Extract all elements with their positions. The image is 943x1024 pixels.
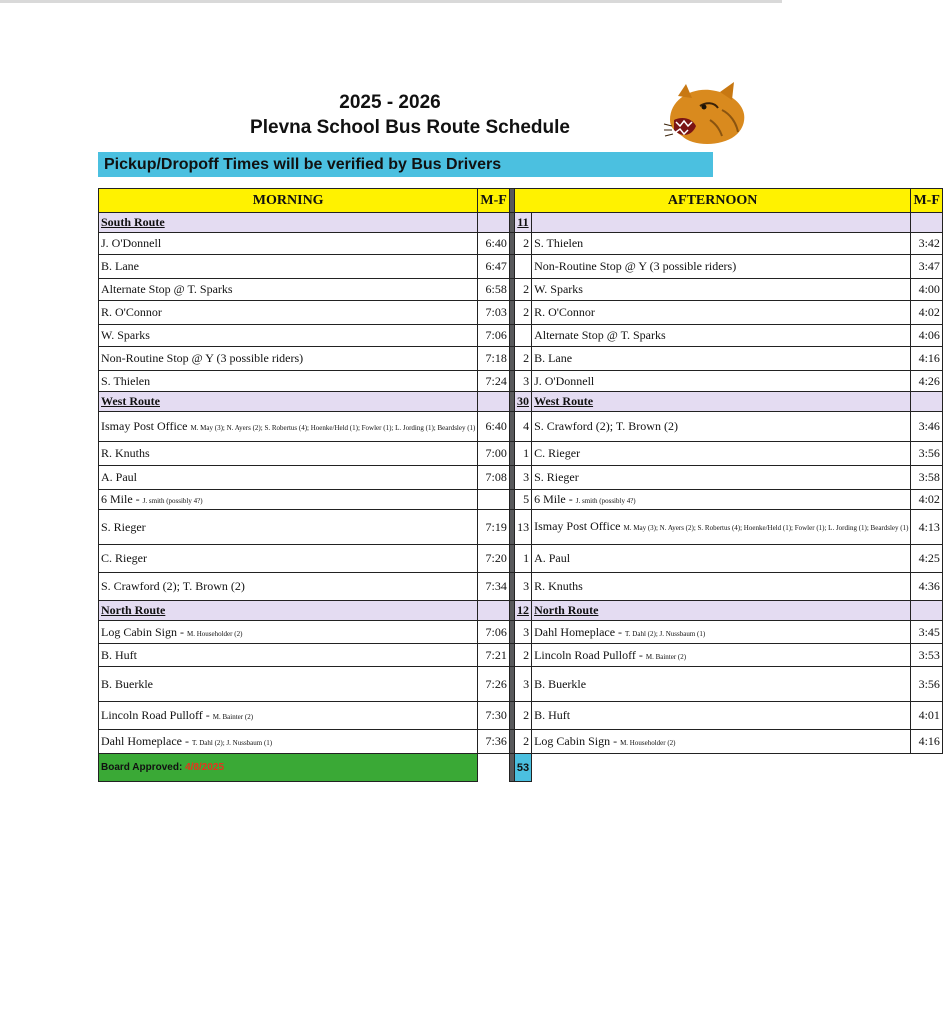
morning-stop [99,347,478,371]
afternoon-time: 4:16 [911,730,942,754]
afternoon-stop [532,347,911,371]
stop-name: S. Rieger [101,519,146,534]
afternoon-rider-count: 3 [514,621,531,644]
afternoon-stop [532,371,911,392]
stop-row [99,301,943,325]
stop-name: C. Rieger [101,551,147,565]
morning-time: 6:40 [478,412,509,442]
route-rider-count: 11 [514,213,531,233]
route-afternoon-time-blank [911,601,942,621]
stop-name: Log Cabin Sign - [101,624,184,639]
morning-stop [99,644,478,667]
schedule-year: 2025 - 2026 [339,92,441,113]
morning-stop [99,466,478,490]
afternoon-stop [532,466,911,490]
stop-row [99,255,943,279]
stop-riders-note: J. smith (possibly 4?) [575,497,636,505]
stop-riders-note: M. Householder (2) [187,629,243,638]
stop-row [99,412,943,442]
stop-riders-note: M. Bainter (2) [212,713,254,721]
morning-stop [99,301,478,325]
afternoon-rider-count: 3 [514,667,531,702]
route-name: West Route [99,392,478,412]
stop-name: B. Buerkle [101,676,153,691]
stop-riders-note: J. smith (possibly 4?) [142,497,203,505]
stop-name: Non-Routine Stop @ Y (3 possible riders) [534,259,737,273]
afternoon-time: 3:56 [911,667,942,702]
bus-route-table [98,188,943,782]
route-morning-time-blank [478,601,509,621]
stop-riders-note: T. Dahl (2); J. Nussbaum (1) [191,739,273,747]
afternoon-rider-count: 5 [514,490,531,510]
morning-time: 7:34 [478,573,509,601]
morning-time: 7:06 [478,621,509,644]
afternoon-stop [532,702,911,730]
afternoon-time: 3:42 [911,233,942,255]
route-afternoon-name [532,213,911,233]
morning-days-header: M-F [478,189,509,213]
afternoon-time: 4:06 [911,325,942,347]
stop-name: S. Thielen [534,236,584,250]
afternoon-stop [532,667,911,702]
stop-name: Non-Routine Stop @ Y (3 possible riders) [101,351,304,365]
morning-stop [99,371,478,392]
stop-row [99,545,943,573]
route-morning-time-blank [478,213,509,233]
footer-row [99,754,943,782]
route-name: North Route [99,601,478,621]
afternoon-rider-count: 2 [514,730,531,754]
afternoon-rider-count: 2 [514,347,531,371]
footer-blank [478,754,509,782]
afternoon-stop [532,279,911,301]
afternoon-time: 3:47 [911,255,942,279]
stop-name: Log Cabin Sign - [534,734,618,748]
afternoon-rider-count: 3 [514,466,531,490]
stop-name: Lincoln Road Pulloff - [101,708,210,722]
stop-row [99,442,943,466]
morning-stop [99,510,478,545]
board-approval [99,754,478,782]
stop-riders-note: T. Dahl (2); J. Nussbaum (1) [625,629,706,638]
afternoon-rider-count: 13 [514,510,531,545]
stop-name: S. Crawford (2); T. Brown (2) [534,419,678,433]
stop-name: S. Rieger [534,470,579,484]
stop-riders-note: M. Bainter (2) [645,652,687,661]
stop-name: W. Sparks [534,282,583,296]
stop-name: Ismay Post Office [534,519,621,534]
afternoon-stop [532,301,911,325]
afternoon-time: 4:16 [911,347,942,371]
schedule-title: Plevna School Bus Route Schedule [250,117,570,138]
morning-stop [99,442,478,466]
morning-time: 6:40 [478,233,509,255]
route-rider-count: 12 [514,601,531,621]
stop-name: B. Huft [534,708,571,722]
afternoon-stop [532,621,911,644]
morning-stop [99,255,478,279]
stop-name: B. Buerkle [534,676,587,691]
afternoon-time: 3:56 [911,442,942,466]
route-afternoon-name: West Route [532,392,911,412]
route-afternoon-time-blank [911,392,942,412]
morning-stop [99,233,478,255]
afternoon-time: 4:02 [911,301,942,325]
stop-name: W. Sparks [101,328,150,342]
morning-time: 7:26 [478,667,509,702]
stop-row [99,279,943,301]
route-header-row [99,392,943,412]
stop-riders-note: M. May (3); N. Ayers (2); S. Robertus (4); Hoenke/Held (1); Fowler (1); L. Jording (1); Beardsley (1) [623,524,909,533]
afternoon-rider-count: 2 [514,301,531,325]
stop-name: 6 Mile - [534,492,573,506]
afternoon-rider-count [514,255,531,279]
afternoon-time: 4:00 [911,279,942,301]
morning-time: 7:36 [478,730,509,754]
stop-name: 6 Mile - [101,492,140,506]
stop-name: B. Lane [534,351,573,365]
morning-stop [99,667,478,702]
morning-time: 7:03 [478,301,509,325]
afternoon-rider-count: 2 [514,644,531,667]
stop-name: C. Rieger [534,446,581,460]
cougar-mascot-logo-icon [660,80,750,150]
stop-row [99,325,943,347]
stop-name: J. O'Donnell [534,373,595,388]
morning-time [478,490,509,510]
approved-date: 4/8/2025 [185,762,225,773]
afternoon-time: 4:02 [911,490,942,510]
total-riders: 53 [514,754,531,782]
morning-time: 7:21 [478,644,509,667]
afternoon-stop [532,730,911,754]
morning-stop [99,545,478,573]
afternoon-time: 3:53 [911,644,942,667]
stop-name: Ismay Post Office [101,418,188,433]
stop-name: B. Lane [101,259,139,273]
afternoon-rider-count: 1 [514,545,531,573]
afternoon-time: 4:13 [911,510,942,545]
stop-name: R. Knuths [101,446,150,460]
afternoon-stop [532,644,911,667]
stop-name: A. Paul [534,551,571,565]
route-morning-time-blank [478,392,509,412]
stop-name: S. Crawford (2); T. Brown (2) [101,579,245,593]
verification-banner: Pickup/Dropoff Times will be verified by Bus Drivers [98,152,713,177]
afternoon-stop [532,412,911,442]
afternoon-rider-count: 2 [514,233,531,255]
stop-name: Dahl Homeplace - [534,624,623,639]
afternoon-stop [532,442,911,466]
morning-time: 6:47 [478,255,509,279]
morning-stop [99,490,478,510]
afternoon-days-header: M-F [911,189,942,213]
morning-time: 7:06 [478,325,509,347]
stop-row [99,573,943,601]
afternoon-time: 4:26 [911,371,942,392]
stop-name: R. Knuths [534,579,583,593]
stop-row [99,644,943,667]
afternoon-rider-count: 2 [514,279,531,301]
stop-row [99,510,943,545]
stop-name: R. O'Connor [101,305,162,319]
footer-blank [532,754,943,782]
afternoon-rider-count: 1 [514,442,531,466]
route-name: South Route [99,213,478,233]
afternoon-stop [532,573,911,601]
afternoon-stop [532,545,911,573]
stop-name: Alternate Stop @ T. Sparks [534,328,666,342]
afternoon-stop [532,325,911,347]
stop-row [99,371,943,392]
morning-time: 7:24 [478,371,509,392]
stop-name: Lincoln Road Pulloff - [534,647,643,662]
morning-stop [99,279,478,301]
afternoon-time: 3:45 [911,621,942,644]
route-afternoon-name: North Route [532,601,911,621]
morning-time: 7:18 [478,347,509,371]
afternoon-stop [532,255,911,279]
morning-header: MORNING [99,189,478,213]
stop-riders-note: M. May (3); N. Ayers (2); S. Robertus (4); Hoenke/Held (1); Fowler (1); L. Jording (1); Beardsley (1) [190,423,476,432]
stop-row [99,730,943,754]
morning-time: 7:20 [478,545,509,573]
stop-row [99,347,943,371]
morning-stop [99,730,478,754]
stop-riders-note: M. Householder (2) [620,739,676,747]
afternoon-rider-count: 3 [514,371,531,392]
morning-stop [99,573,478,601]
route-afternoon-time-blank [911,213,942,233]
afternoon-rider-count: 4 [514,412,531,442]
morning-stop [99,325,478,347]
afternoon-header: AFTERNOON [514,189,911,213]
stop-name: Alternate Stop @ T. Sparks [101,282,233,296]
afternoon-stop [532,490,911,510]
stop-row [99,621,943,644]
morning-stop [99,702,478,730]
morning-stop [99,412,478,442]
afternoon-time: 4:36 [911,573,942,601]
afternoon-rider-count [514,325,531,347]
stop-name: A. Paul [101,470,137,484]
morning-time: 7:30 [478,702,509,730]
morning-time: 6:58 [478,279,509,301]
stop-name: B. Huft [101,647,137,662]
stop-name: Dahl Homeplace - [101,734,189,748]
route-rider-count: 30 [514,392,531,412]
stop-row [99,667,943,702]
afternoon-time: 3:46 [911,412,942,442]
morning-time: 7:00 [478,442,509,466]
stop-row [99,466,943,490]
afternoon-stop [532,510,911,545]
stop-name: J. O'Donnell [101,236,162,250]
stop-row [99,490,943,510]
route-header-row [99,213,943,233]
afternoon-time: 4:01 [911,702,942,730]
approved-label: Board Approved: [101,762,183,773]
route-header-row [99,601,943,621]
stop-row [99,702,943,730]
afternoon-rider-count: 2 [514,702,531,730]
stop-name: R. O'Connor [534,305,595,319]
afternoon-time: 3:58 [911,466,942,490]
stop-name: S. Thielen [101,373,151,388]
afternoon-stop [532,233,911,255]
morning-time: 7:19 [478,510,509,545]
morning-stop [99,621,478,644]
morning-time: 7:08 [478,466,509,490]
scan-top-edge [0,0,782,3]
afternoon-rider-count: 3 [514,573,531,601]
afternoon-time: 4:25 [911,545,942,573]
stop-row [99,233,943,255]
